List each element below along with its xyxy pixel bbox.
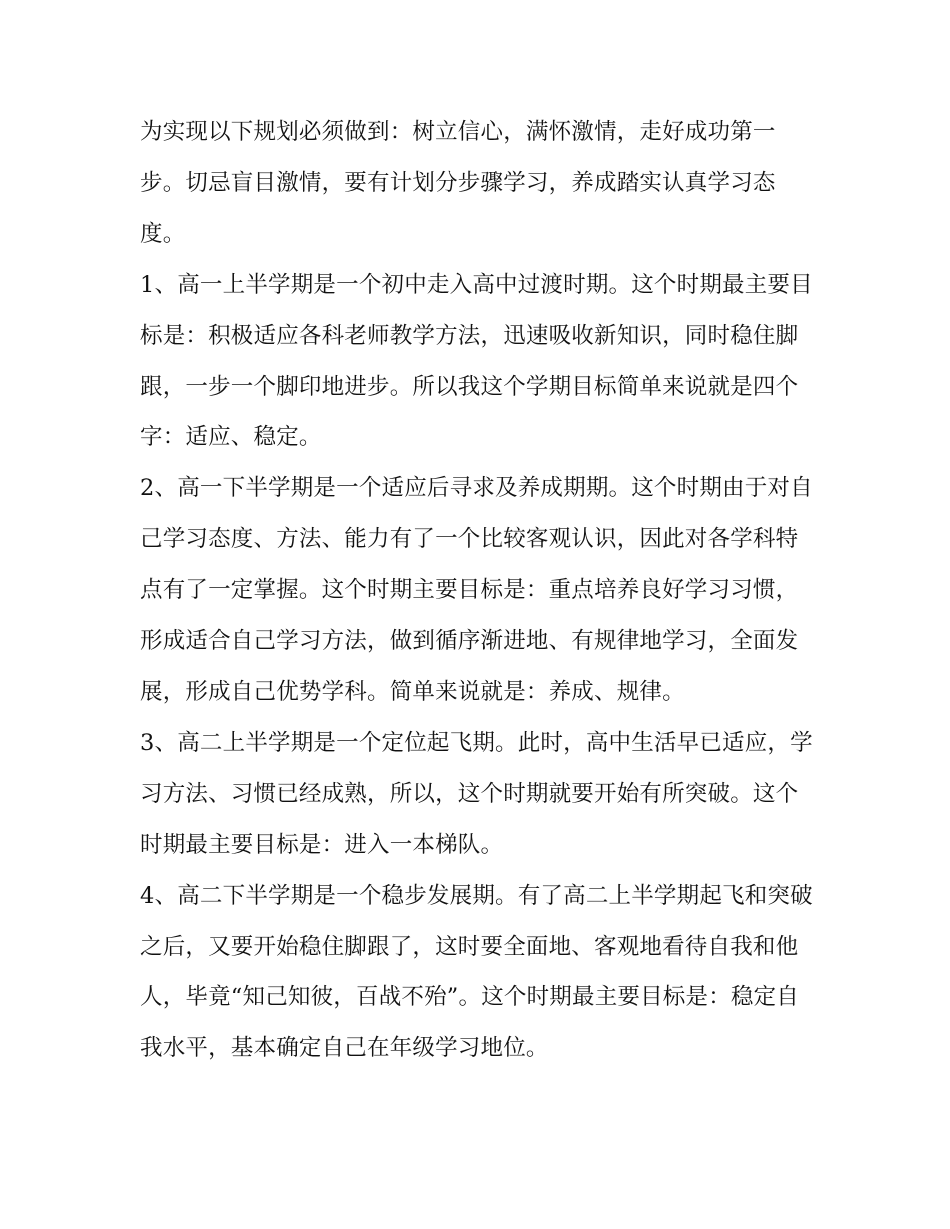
document-body xyxy=(140,107,815,1074)
paragraph-grade10-second-term: 2、高一下半学期是一个适应后寻求及养成期期。这个时期由于对自己学习态度、方法、能力有了一个比较客观认识，因此对各学科特点有了一定掌握。这个时期主要目标是：重点培养良好学习习惯，形成适合自己学习方法，做到循序渐进地、有规律地学习，全面发展，形成自己优势学科。简单来说就是：养成、规律。 xyxy=(140,475,813,705)
paragraph-grade11-first-term: 3、高二上半学期是一个定位起飞期。此时，高中生活早已适应，学习方法、习惯已经成熟，所以，这个时期就要开始有所突破。这个时期最主要目标是：进入一本梯队。 xyxy=(140,729,813,858)
paragraph-grade10-first-term: 1、高一上半学期是一个初中走入高中过渡时期。这个时期最主要目标是：积极适应各科老师教学方法，迅速吸收新知识，同时稳住脚跟，一步一个脚印地进步。所以我这个学期目标简单来说就是四个字：适应、稳定。 xyxy=(140,271,813,451)
intro-paragraph: 为实现以下规划必须做到：树立信心，满怀激情，走好成功第一步。切忌盲目激情，要有计划分步骤学习，养成踏实认真学习态度。 xyxy=(140,119,776,247)
paragraph-grade11-second-term: 4、高二下半学期是一个稳步发展期。有了高二上半学期起飞和突破之后，又要开始稳住脚跟了，这时要全面地、客观地看待自我和他人，毕竟“知己知彼，百战不殆”。这个时期最主要目标是：稳定自我水平，基本确定自己在年级学习地位。 xyxy=(140,882,813,1062)
